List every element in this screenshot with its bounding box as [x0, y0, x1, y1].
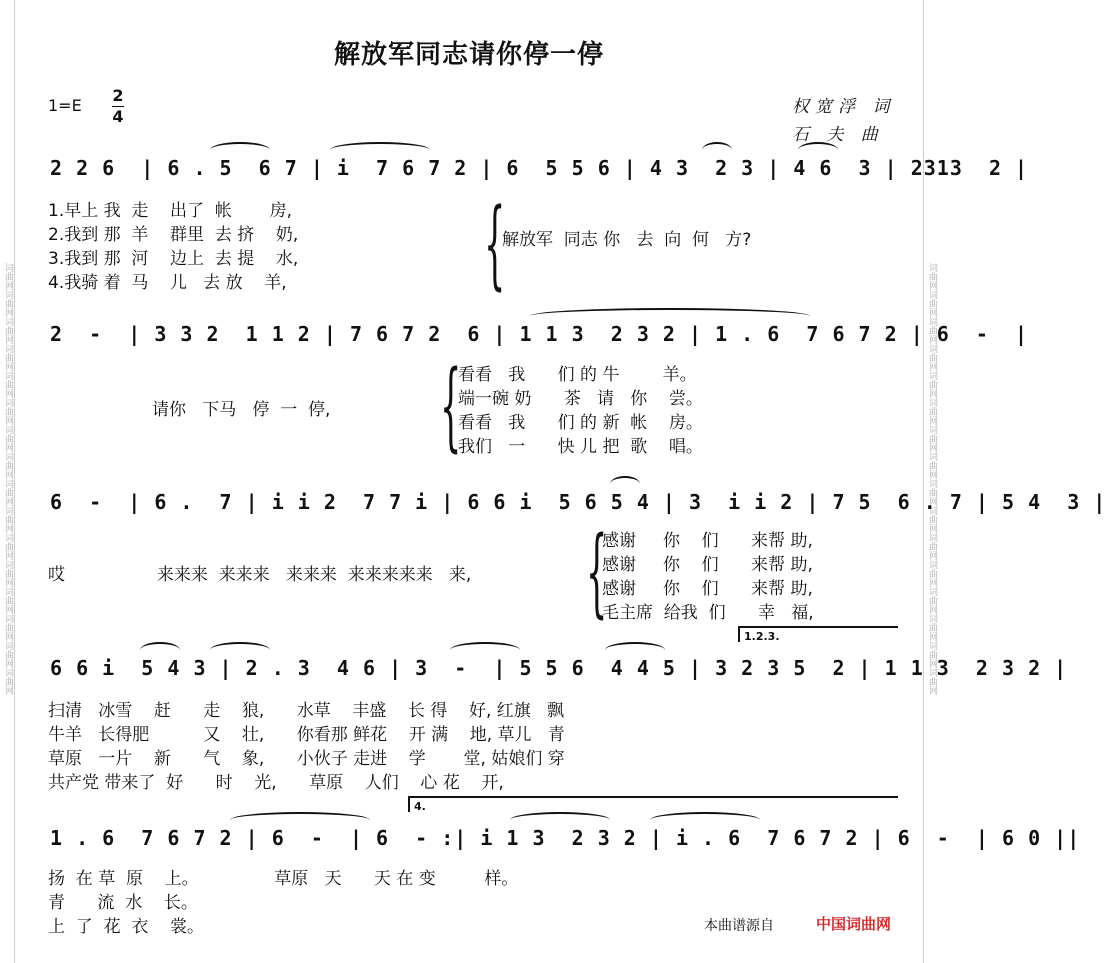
- notes-line-3: 6 - | 6 . 7 | i i 2 7 7 i | 6 6 i 5 6 5 4 | 3 i i 2 | 7 5 6 . 7 | 5 4 3 |: [50, 490, 1106, 514]
- site-link[interactable]: 中国词曲网: [816, 915, 892, 933]
- lyric-s1-side: 解放军 同志 你 去 向 何 方?: [502, 230, 752, 250]
- time-signature-top: 2: [112, 86, 124, 105]
- brace-3: {: [586, 516, 608, 628]
- composer-credit: 石 夫 曲: [792, 125, 884, 145]
- lyric-s4-v4: 共产党 带来了 好 时 光, 草原 人们 心 花 开,: [48, 773, 504, 793]
- staff-system-1: [50, 150, 1029, 188]
- source-label: 本曲谱源自: [704, 918, 774, 934]
- lyric-s4-v2: 牛羊 长得肥 又 壮, 你看那 鲜花 开 满 地, 草儿 青: [48, 725, 565, 745]
- lyric-s1-v2: 2.我到 那 羊 群里 去 挤 奶,: [48, 225, 299, 245]
- notes-line-1: 2 2 6 | 6 . 5 6 7 | i 7 6 7 2 | 6 5 5 6 | 4 3 2 3 | 4 6 3 | 2313 2 |: [50, 156, 1029, 180]
- lyric-s1-v3: 3.我到 那 河 边上 去 提 水,: [48, 249, 299, 269]
- volta-bracket-2: 4.: [408, 796, 898, 812]
- brace-1: {: [484, 188, 506, 300]
- lyric-s2-lead: 请你 下马 停 一 停,: [152, 400, 331, 420]
- time-signature: [110, 86, 126, 127]
- lyric-s3-v1: 感谢 你 们 来帮 助,: [602, 531, 813, 551]
- lyric-s5-v3: 上 了 花 衣 裳。: [48, 917, 205, 937]
- volta-bracket-1: 1.2.3.: [738, 626, 898, 642]
- right-watermark-strip: [923, 0, 938, 963]
- lyric-s3-v4: 毛主席 给我 们 幸 福,: [602, 603, 814, 623]
- lyric-s5-v2: 青 流 水 长。: [48, 893, 198, 913]
- song-title: 解放军同志请你停一停: [333, 40, 604, 70]
- lyric-s3-v3: 感谢 你 们 来帮 助,: [602, 579, 813, 599]
- watermark-text-right: 词曲网词曲网词曲网词曲网词曲网词曲网词曲网词曲网词曲网词曲网词曲网词曲网词曲网词曲网词曲网词曲网: [927, 263, 937, 695]
- lyric-s2-v1: 看看 我 们 的 牛 羊。: [458, 365, 697, 385]
- staff-system-4: [50, 650, 1068, 688]
- staff-system-2: [50, 316, 1029, 354]
- staff-system-3: [50, 484, 1106, 522]
- lyric-s1-v1: 1.早上 我 走 出了 帐 房,: [48, 201, 293, 221]
- watermark-text-left: 词曲网词曲网词曲网词曲网词曲网词曲网词曲网词曲网词曲网词曲网词曲网词曲网词曲网词曲网词曲网词曲网: [3, 263, 13, 695]
- lyric-s4-v1: 扫清 冰雪 赶 走 狼, 水草 丰盛 长 得 好, 红旗 飘: [48, 701, 564, 721]
- lyricist-credit: 权宽浮 词: [792, 97, 896, 117]
- lyric-s3-lead: 哎 来来来 来来来 来来来 来来来来来 来,: [48, 565, 472, 585]
- notes-line-2: 2 - | 3 3 2 1 1 2 | 7 6 7 2 6 | 1 1 3 2 3 2 | 1 . 6 7 6 7 2 | 6 - |: [50, 322, 1029, 346]
- lyric-s2-v3: 看看 我 们 的 新 帐 房。: [458, 413, 703, 433]
- lyric-s3-v2: 感谢 你 们 来帮 助,: [602, 555, 813, 575]
- lyric-s2-v2: 端一碗 奶 茶 请 你 尝。: [458, 389, 703, 409]
- left-watermark-strip: [0, 0, 15, 963]
- key-signature: 1=E: [48, 96, 82, 115]
- brace-2: {: [440, 350, 462, 462]
- notes-line-4: 6 6 i 5 4 3 | 2 . 3 4 6 | 3 - | 5 5 6 4 4 5 | 3 2 3 5 2 | 1 1 3 2 3 2 |: [50, 656, 1068, 680]
- lyric-s2-v4: 我们 一 快 儿 把 歌 唱。: [458, 437, 703, 457]
- time-signature-bottom: 4: [112, 107, 124, 126]
- staff-system-5: [50, 820, 1081, 858]
- lyric-s5-v1: 扬 在 草 原 上。 草原 天 天 在 变 样。: [48, 869, 519, 889]
- lyric-s4-v3: 草原 一片 新 气 象, 小伙子 走进 学 堂, 姑娘们 穿: [48, 749, 565, 769]
- notes-line-5: 1 . 6 7 6 7 2 | 6 - | 6 - :| i 1 3 2 3 2 | i . 6 7 6 7 2 | 6 - | 6 0 ||: [50, 826, 1081, 850]
- lyric-s1-v4: 4.我骑 着 马 儿 去 放 羊,: [48, 273, 287, 293]
